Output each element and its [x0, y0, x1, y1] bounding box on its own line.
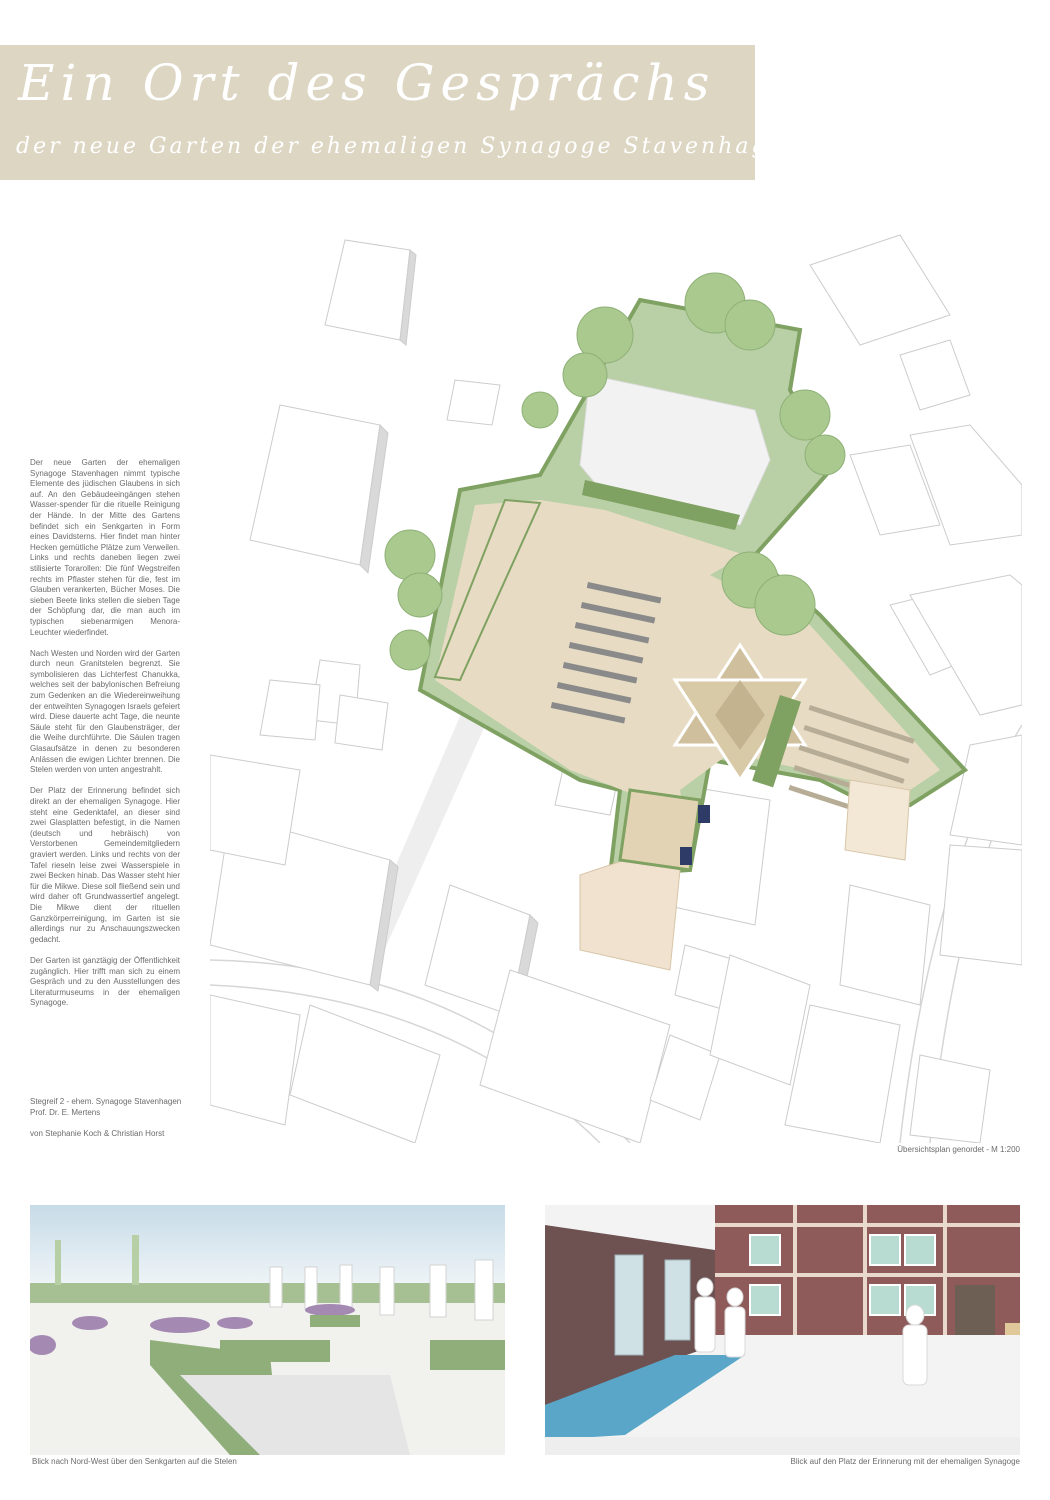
render-erinnerung — [545, 1205, 1020, 1455]
description-text — [30, 458, 180, 1019]
credits — [30, 1097, 200, 1139]
description-paragraph: Der Platz der Erinnerung befindet sich direkt an der ehemaligen Synagoge. Hier steht eine Gedenktafel, an dieser sind zwei Glasplatten befestigt, in die Namen (deutsch und hebräisch) von Verstorbenen Gemeindemitgliedern graviert werden. Links und rechts von der Tafel rieseln leise zwei Wasserspiele in zwei Becken hinab. Das Wasser steht hier für die Mikwe. Diese soll fließend sein und wird daher oft Grundwassertief angelegt. Die Mikwe dient der rituellen Ganzkörperreinigung, im Garten ist sie allerdings nur zu Anschauungszwecken gedacht. — [30, 786, 180, 944]
credits-authors: von Stephanie Koch & Christian Horst — [30, 1128, 165, 1138]
tree — [132, 1235, 139, 1285]
site-plan — [210, 225, 1022, 1143]
credits-professor: Prof. Dr. E. Mertens — [30, 1107, 101, 1117]
description-paragraph: Nach Westen und Norden wird der Garten durch neun Granitstelen begrenzt. Sie symbolisieren das Lichterfest Chanukka, welches seit der babylonischen Befreiung zum Gedenken an die Wiedereinweihung der entweihten Synagogen Israels gefeiert wird. Diese dauerte acht Tage, die neunte Säule steht für den Glaubensträger, der die Weihe durchführte. Die Säulen tragen Glasaufsätze in denen zu besonderen Anlässen die ewigen Lichter brennen. Die Stelen werden von unten angestrahlt. — [30, 648, 180, 775]
render-right-caption: Blick auf den Platz der Erinnerung mit der ehemaligen Synagoge — [790, 1457, 1020, 1466]
poster-title: Ein Ort des Gesprächs — [18, 54, 716, 112]
credits-course: Stegreif 2 - ehem. Synagoge Stavenhagen — [30, 1097, 182, 1106]
site-plan-drawing — [210, 225, 1022, 1143]
bench — [1005, 1323, 1020, 1335]
tree — [55, 1240, 61, 1285]
description-paragraph: Der neue Garten der ehemaligen Synagoge Stavenhagen nimmt typische Elemente des jüdischen Glaubens in sich auf. An den Gebäudeeingängen stehen Wasser-spender für die rituelle Reinigung der Hände. In der Mitte des Gartens befindet sich ein Senkgarten in Form eines Davidsterns. Hier findet man hinter Hecken gemütliche Plätze zum Verweilen. Links und rechts daneben liegen zwei stilisierte Torarollen: Die fünf Wegstreifen rechts im Pflaster stehen für die, fest im Glauben verankerten, Bücher Moses. Die sieben Beete links stellen die sieben Tage der Schöpfung dar, die man auch im typischen siebenarmigen Menora-Leuchter wiederfindet. — [30, 458, 180, 637]
former-synagogue — [845, 780, 910, 860]
door — [955, 1285, 995, 1335]
plan-caption: Übersichtsplan genordet - M 1:200 — [897, 1145, 1020, 1154]
render-senkgarten — [30, 1205, 505, 1455]
water-basin — [680, 847, 692, 865]
adjacent-building — [580, 855, 680, 970]
render-left-caption: Blick nach Nord-West über den Senkgarten auf die Stelen — [32, 1457, 237, 1466]
water-basin — [698, 805, 710, 823]
description-paragraph: Der Garten ist ganztägig der Öffentlichkeit zugänglich. Hier trifft man sich zu einem Gespräch und zu den Ausstellungen des Literaturmuseums in der ehemaligen Synagoge. — [30, 955, 180, 1008]
poster-subtitle: der neue Garten der ehemaligen Synagoge Stavenhagen — [16, 134, 802, 159]
